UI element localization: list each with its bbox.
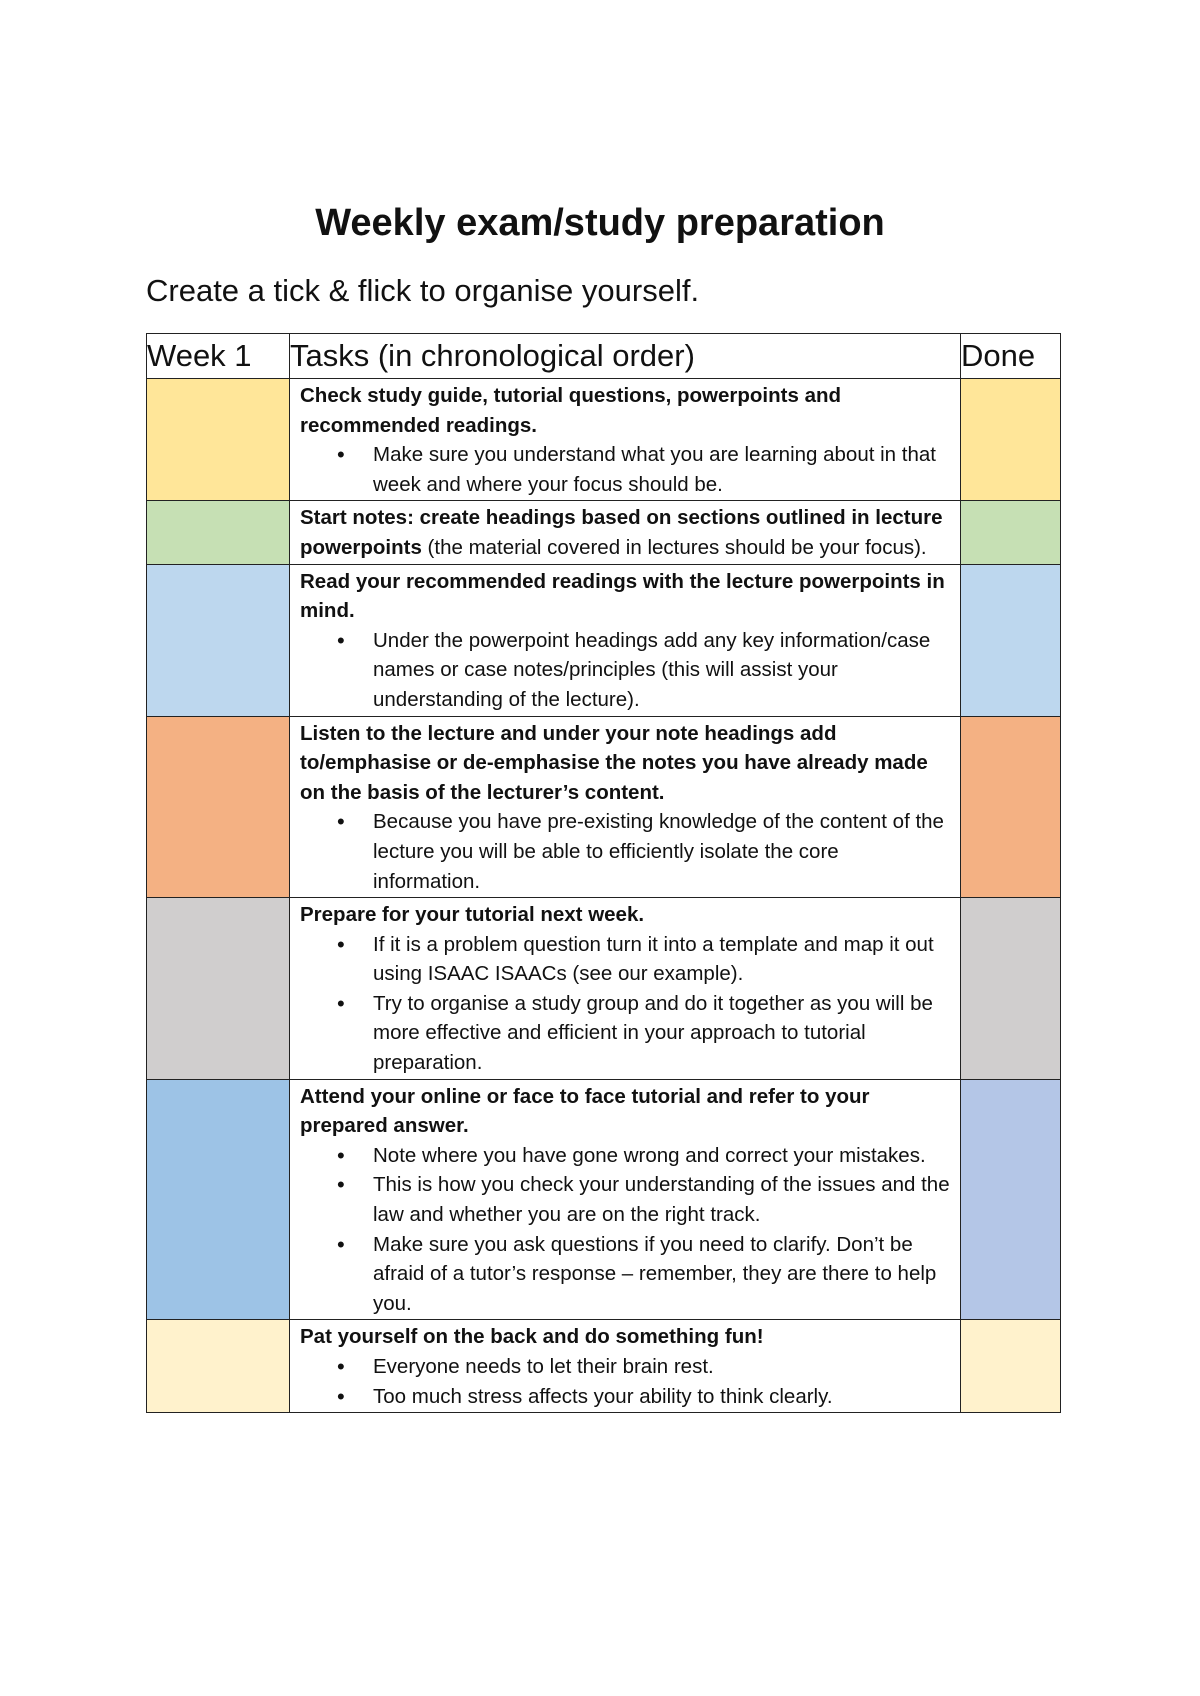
page-title: Weekly exam/study preparation [315,202,885,244]
task-bullet-list [300,626,950,715]
table-row [147,898,1061,1080]
task-bullet: • Under the powerpoint headings add any key information/case names or case notes/principles (this will assist your understanding of the lecture). [373,626,950,715]
task-bullet: • Too much stress affects your ability to think clearly. [373,1382,950,1412]
task-heading-note: (the material covered in lectures should be your focus). [421,535,927,559]
done-checkbox-cell[interactable] [961,898,1061,1080]
week-color-cell [147,1320,290,1413]
task-heading-text: Listen to the lecture and under your note headings add to/emphasise or de-emphasise the notes you have already made on the basis of the lecturer’s content. [300,721,928,804]
table-row [147,1079,1061,1320]
task-bullet-list [300,930,950,1078]
done-checkbox-cell[interactable] [961,501,1061,564]
task-heading [300,900,950,930]
task-heading [300,1082,950,1141]
task-bullet: • Try to organise a study group and do it together as you will be more effective and efficient in your approach to tutorial preparation. [373,989,950,1078]
task-bullet: • Make sure you understand what you are learning about in that week and where your focus should be. [373,440,950,499]
table-row [147,501,1061,564]
page-subtitle: Create a tick & flick to organise yourself. [146,273,700,308]
task-cell [290,1320,961,1413]
task-bullet: • This is how you check your understanding of the issues and the law and whether you are on the right track. [373,1170,950,1229]
task-heading-text: Pat yourself on the back and do something fun! [300,1325,764,1349]
done-checkbox-cell[interactable] [961,716,1061,898]
task-cell [290,564,961,716]
table-row [147,564,1061,716]
task-heading-text: Attend your online or face to face tutorial and refer to your prepared answer. [300,1084,870,1138]
task-heading-text: Start notes: create headings based on sections outlined in lecture powerpoints [300,506,943,559]
task-cell [290,716,961,898]
task-heading [300,719,950,808]
table-header-row [147,334,1061,379]
task-heading-text: Read your recommended readings with the lecture powerpoints in mind. [300,569,945,623]
header-done: Done [961,334,1061,379]
done-checkbox-cell[interactable] [961,564,1061,716]
task-bullet: • If it is a problem question turn it into a template and map it out using ISAAC ISAACs (see our example). [373,930,950,989]
done-checkbox-cell[interactable] [961,379,1061,501]
task-heading [300,381,950,440]
table-row [147,379,1061,501]
week-color-cell [147,564,290,716]
task-bullet: • Because you have pre-existing knowledge of the content of the lecture you will be able to efficiently isolate the core information. [373,807,950,896]
task-heading [300,567,950,626]
task-bullet-list [300,1352,950,1411]
done-checkbox-cell[interactable] [961,1320,1061,1413]
week-color-cell [147,501,290,564]
task-bullet-list [300,440,950,499]
week-color-cell [147,716,290,898]
week-color-cell [147,379,290,501]
week-color-cell [147,898,290,1080]
table-row [147,1320,1061,1413]
task-heading [300,503,950,562]
task-bullet: • Note where you have gone wrong and correct your mistakes. [373,1141,950,1171]
task-cell [290,898,961,1080]
task-cell [290,379,961,501]
done-checkbox-cell[interactable] [961,1079,1061,1320]
week-color-cell [147,1079,290,1320]
table-row [147,716,1061,898]
task-bullet-list [300,807,950,896]
task-cell [290,501,961,564]
task-heading-text: Prepare for your tutorial next week. [300,903,645,927]
task-heading [300,1322,950,1352]
task-bullet: • Everyone needs to let their brain rest. [373,1352,950,1382]
task-table [146,333,1061,1413]
task-bullet: • Make sure you ask questions if you need to clarify. Don’t be afraid of a tutor’s response – remember, they are there to help you. [373,1230,950,1319]
header-week: Week 1 [147,334,290,379]
task-heading-text: Check study guide, tutorial questions, powerpoints and recommended readings. [300,384,842,437]
task-cell [290,1079,961,1320]
header-tasks: Tasks (in chronological order) [290,334,961,379]
task-bullet-list [300,1141,950,1319]
